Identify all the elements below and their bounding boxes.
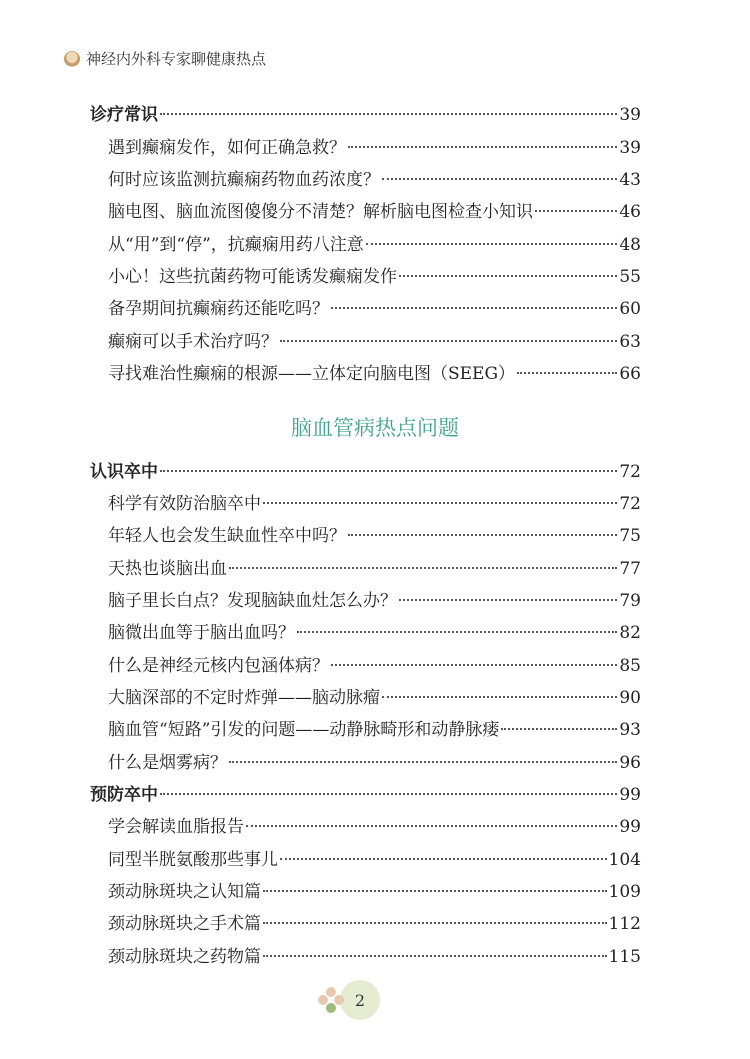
toc-entry[interactable] — [108, 815, 641, 839]
toc-entry[interactable] — [108, 330, 641, 354]
toc-page-number: 109 — [608, 882, 641, 902]
toc-page-number: 63 — [619, 332, 641, 352]
dot-leader — [382, 178, 617, 180]
toc-entry[interactable] — [108, 621, 641, 645]
flower-decoration-icon — [318, 987, 344, 1013]
toc-entry[interactable] — [108, 880, 641, 904]
toc-page-number: 77 — [619, 559, 641, 579]
toc-page-number: 72 — [619, 494, 641, 514]
toc-page-number: 39 — [619, 138, 641, 158]
dot-leader — [366, 243, 618, 245]
running-header — [64, 48, 266, 69]
book-logo-icon — [64, 51, 80, 67]
dot-leader — [280, 340, 617, 342]
toc-page-number: 46 — [619, 202, 641, 222]
toc-page-number: 82 — [619, 623, 641, 643]
toc-entry-title: 何时应该监测抗癫痫药物血药浓度？ — [108, 170, 380, 190]
toc-entry[interactable] — [108, 492, 641, 516]
toc-entry-title: 备孕期间抗癫痫药还能吃吗？ — [108, 299, 329, 319]
toc-entry[interactable] — [108, 233, 641, 257]
dot-leader — [263, 890, 607, 892]
toc-entry[interactable] — [108, 168, 641, 192]
toc-entry-title: 什么是神经元核内包涵体病？ — [108, 656, 329, 676]
toc-entry-title: 癫痫可以手术治疗吗？ — [108, 332, 278, 352]
dot-leader — [160, 793, 617, 795]
toc-entry-title: 同型半胱氨酸那些事儿 — [108, 850, 278, 870]
toc-entry-title: 脑子里长白点？发现脑缺血灶怎么办？ — [108, 591, 397, 611]
toc-entry[interactable] — [108, 654, 641, 678]
toc-entry[interactable] — [108, 362, 641, 386]
toc-page-number: 72 — [619, 462, 641, 482]
dot-leader — [348, 146, 617, 148]
dot-leader — [348, 534, 617, 536]
header-title: 神经内外科专家聊健康热点 — [86, 50, 267, 68]
toc-page-number: 112 — [608, 914, 641, 934]
page-number: 2 — [340, 980, 380, 1020]
toc-entry-title: 遇到癫痫发作，如何正确急救？ — [108, 138, 346, 158]
toc-page-number: 75 — [619, 526, 641, 546]
toc-entry-title: 学会解读血脂报告 — [108, 817, 244, 837]
toc-entry-title: 认识卒中 — [90, 462, 158, 482]
toc-page-number: 43 — [619, 170, 641, 190]
toc-entry-title: 颈动脉斑块之药物篇 — [108, 947, 261, 967]
toc-entry-title: 大脑深部的不定时炸弹——脑动脉瘤 — [108, 688, 380, 708]
dot-leader — [229, 567, 617, 569]
toc-entry-title: 颈动脉斑块之认知篇 — [108, 882, 261, 902]
toc-entry[interactable] — [108, 265, 641, 289]
section-title: 脑血管病热点问题 — [291, 416, 459, 440]
dot-leader — [263, 922, 607, 924]
toc-page-number: 99 — [619, 785, 641, 805]
dot-leader — [280, 858, 607, 860]
toc-entry-title: 预防卒中 — [90, 785, 158, 805]
toc-entry-title: 什么是烟雾病？ — [108, 753, 227, 773]
dot-leader — [517, 372, 617, 374]
toc-entry-title: 年轻人也会发生缺血性卒中吗？ — [108, 526, 346, 546]
dot-leader — [382, 696, 617, 698]
dot-leader — [263, 955, 607, 957]
toc-category[interactable] — [90, 783, 641, 807]
toc-page-number: 99 — [619, 817, 641, 837]
dot-leader — [399, 599, 617, 601]
dot-leader — [160, 470, 617, 472]
toc-entry[interactable] — [108, 136, 641, 160]
dot-leader — [160, 113, 617, 115]
toc-page-number: 55 — [619, 267, 641, 287]
toc-entry[interactable] — [108, 848, 641, 872]
toc-entry-title: 小心！这些抗菌药物可能诱发癫痫发作 — [108, 267, 397, 287]
toc-page-number: 93 — [619, 720, 641, 740]
toc-entry-title: 寻找难治性癫痫的根源——立体定向脑电图（SEEG） — [108, 364, 516, 384]
toc-entry[interactable] — [108, 589, 641, 613]
toc-entry-title: 脑电图、脑血流图傻傻分不清楚？解析脑电图检查小知识 — [108, 202, 533, 222]
toc-entry-title: 天热也谈脑出血 — [108, 559, 227, 579]
toc-entry[interactable] — [108, 751, 641, 775]
dot-leader — [399, 275, 617, 277]
toc-page-number: 115 — [608, 947, 641, 967]
toc-category[interactable] — [90, 460, 641, 484]
toc-entry[interactable] — [108, 200, 641, 224]
toc-entry-title: 颈动脉斑块之手术篇 — [108, 914, 261, 934]
toc-entry[interactable] — [108, 686, 641, 710]
toc-page-number: 79 — [619, 591, 641, 611]
toc-entry[interactable] — [108, 945, 641, 969]
toc-entry-title: 科学有效防治脑卒中 — [108, 494, 261, 514]
toc-entry-title: 脑微出血等于脑出血吗？ — [108, 623, 295, 643]
dot-leader — [246, 825, 617, 827]
toc-entry[interactable] — [108, 297, 641, 321]
toc-page-number: 66 — [619, 364, 641, 384]
page-number-badge — [318, 980, 380, 1020]
toc-entry[interactable] — [108, 524, 641, 548]
toc-entry[interactable] — [108, 718, 641, 742]
toc-page-number: 104 — [608, 850, 641, 870]
dot-leader — [331, 307, 617, 309]
dot-leader — [331, 664, 617, 666]
toc-page-number: 60 — [619, 299, 641, 319]
toc-entry-title: 诊疗常识 — [90, 105, 158, 125]
toc-page-number: 90 — [619, 688, 641, 708]
dot-leader — [501, 728, 617, 730]
toc-page-number: 96 — [619, 753, 641, 773]
toc-entry-title: 脑血管“短路”引发的问题——动静脉畸形和动静脉瘘 — [108, 720, 500, 740]
toc-page-number: 39 — [619, 105, 641, 125]
dot-leader — [535, 210, 617, 212]
dot-leader — [263, 502, 617, 504]
dot-leader — [297, 631, 617, 633]
dot-leader — [229, 761, 617, 763]
toc-category[interactable] — [90, 103, 641, 127]
toc-page-number: 85 — [619, 656, 641, 676]
toc-entry[interactable] — [108, 912, 641, 936]
toc-entry[interactable] — [108, 557, 641, 581]
toc-entry-title: 从“用”到“停”，抗癫痫用药八注意 — [108, 235, 364, 255]
toc-page-number: 48 — [619, 235, 641, 255]
